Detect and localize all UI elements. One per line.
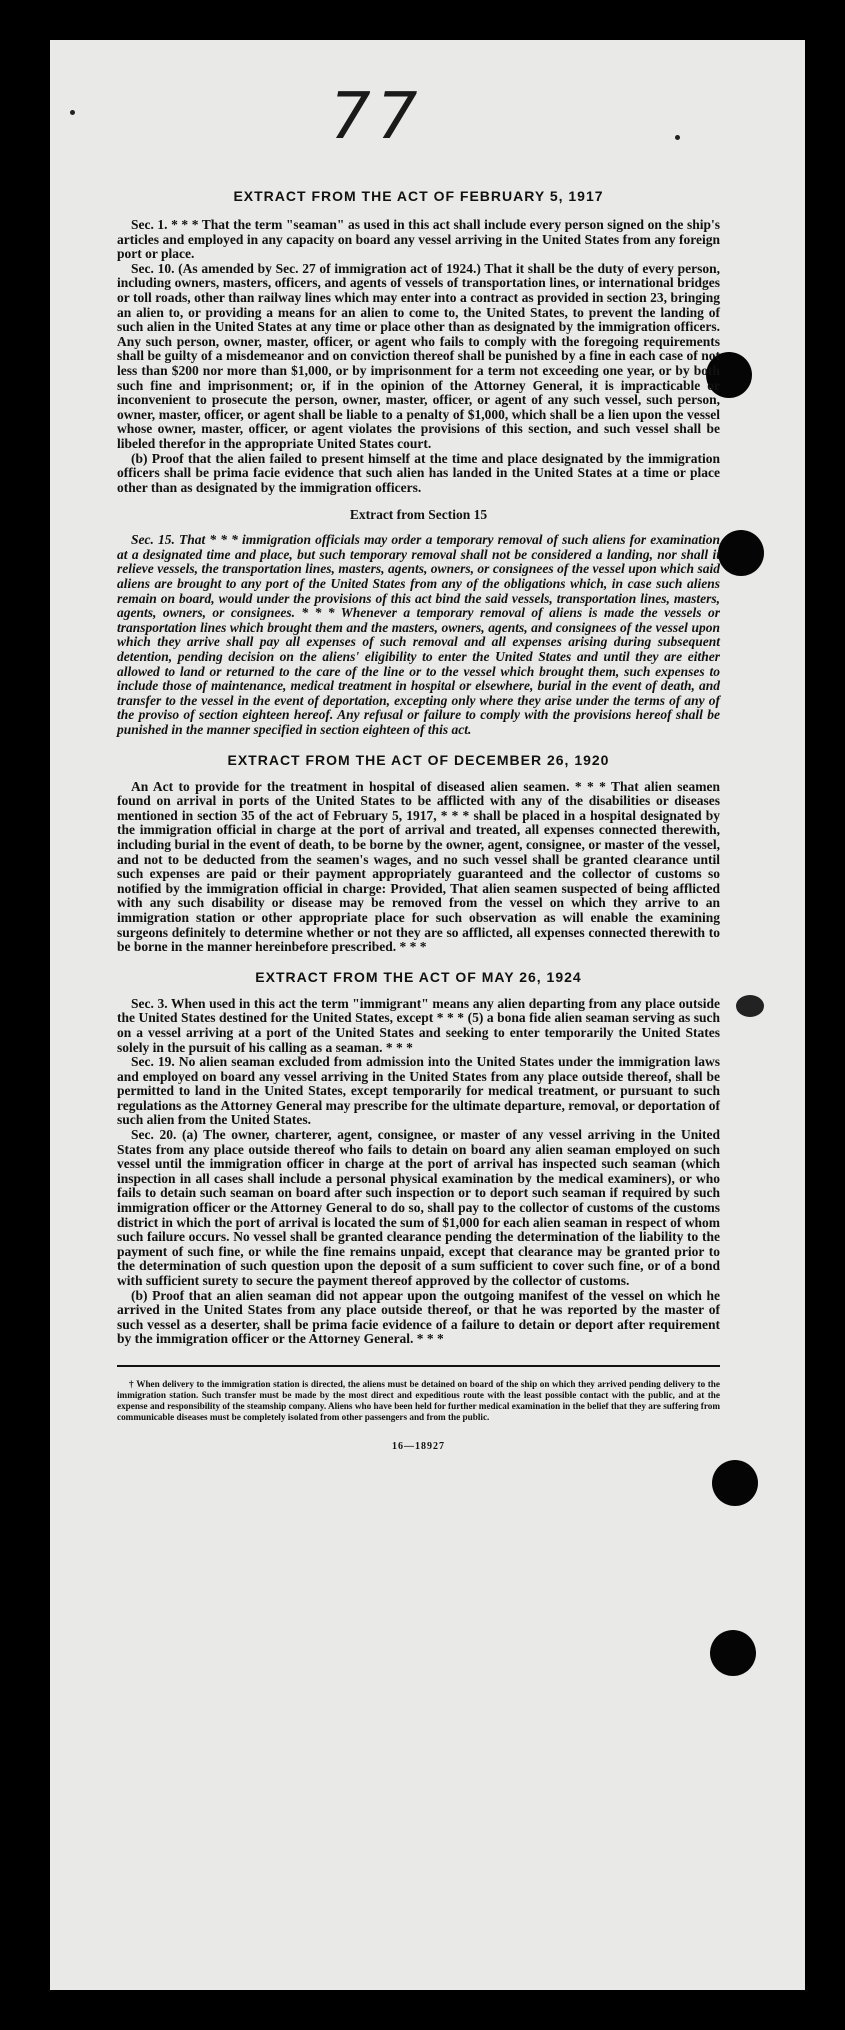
punch-hole: [718, 530, 764, 576]
paragraph-sec19: Sec. 19. No alien seaman excluded from admission into the United States under the immigration laws and employed on board any vessel arriving in the United States from any place outside thereof, shall be permitted to land in the United States, except temporarily for medical treatment, or pursuant to such regulations as the Attorney General may prescribe for the ultimate departure, removal, or deportation of such alien from the United States.: [117, 1054, 720, 1128]
paragraph-act-1920: An Act to provide for the treatment in hospital of diseased alien seamen. * * * That alien seamen found on arrival in ports of the United States to be afflicted with any of the disabilities or diseases mentioned in section 35 of the act of February 5, 1917, * * * shall be placed in a hospital designated by the immigration official in charge at the port of arrival and treated, all expenses connected therewith, including burial in the event of death, to be borne by the owner, agent, consignee, or master of the vessel, and not to be deducted from the seamen's wages, and no such vessel shall be granted clearance until such expenses are paid or their payment appropriately guaranteed and the collector of customs so notified by the immigration official in charge: Provided, That alien seamen suspected of being afflicted with any such disability or disease may be removed from the vessel on which they arrive to an immigration station or other appropriate place for such observation as will enable the examining surgeons definitely to determine whether or not they are so afflicted, all expenses connected therewith to be borne in the manner hereinbefore prescribed. * * *: [117, 778, 720, 955]
document-body: [117, 188, 720, 1452]
heading-act-1920: EXTRACT FROM THE ACT OF DECEMBER 26, 1920: [227, 751, 610, 768]
ink-speck: [70, 110, 75, 115]
handwritten-number: 77: [330, 80, 424, 154]
heading-act-1917: EXTRACT FROM THE ACT OF FEBRUARY 5, 1917: [233, 188, 604, 204]
paragraph-sec3: Sec. 3. When used in this act the term "immigrant" means any alien departing from any place outside the United States destined for the United States, except * * * (5) a bona fide alien seaman serving as such on a vessel arriving at a port of the United States and seeking to enter temporarily the United States solely in the pursuit of his calling as a seaman. * * *: [117, 995, 720, 1055]
ink-blot: [736, 995, 764, 1017]
paragraph-sec20b: (b) Proof that an alien seaman did not appear upon the outgoing manifest of the vessel on which he arrived in the United States from any place outside thereof, or that he was reported by the master of such vessel as a deserter, shall be prima facie evidence of a failure to detain or deport after requirement by the immigration officer or the Attorney General. * * *: [117, 1287, 720, 1347]
footnote: † When delivery to the immigration station is directed, the aliens must be detained on board of the ship on which they arrived pending delivery to the immigration station. Such transfer must be made by the most direct and expeditious route with the least possible contact with the public, and at the expense and responsibility of the steamship company. Aliens who have been held for further medical examination in the belief that they are suffering from communicable diseases must be completely isolated from other passengers and from the public.: [117, 1378, 720, 1422]
paragraph-sec10: Sec. 10. (As amended by Sec. 27 of immigration act of 1924.) That it shall be the duty of every person, including owners, masters, officers, and agents of vessels of transportation lines, or international bridges or toll roads, other than railway lines which may enter into a contract as provided in section 23, bringing an alien to, or providing a means for an alien to come to, the United States, to prevent the landing of such alien in the United States at any time or place other than as designated by the immigration officers. Any such person, owner, master, officer, or agent who fails to comply with the foregoing requirements shall be guilty of a misdemeanor and on conviction thereof shall be punished by a fine in each case of not less than $200 nor more than $1,000, or by imprisonment for a term not exceeding one year, or by both such fine and imprisonment; or, if in the opinion of the Attorney General, it is impracticable or inconvenient to prosecute the person, owner, master, officer, or agent of any such vessel, such person, owner, master, officer, or agent shall be liable to a penalty of $1,000, which shall be a lien upon the vessel whose owner, master, officer, or agent violates the provisions of this section, and such vessel shall be libeled therefor in the appropriate United States court.: [117, 260, 720, 451]
heading-section-15: Extract from Section 15: [349, 507, 488, 523]
ink-speck: [675, 135, 680, 140]
print-code: 16—18927: [392, 1440, 445, 1452]
heading-act-1924: EXTRACT FROM THE ACT OF MAY 26, 1924: [255, 968, 582, 985]
paragraph-sec1: Sec. 1. * * * That the term "seaman" as used in this act shall include every person signed on the ship's articles and employed in any capacity on board any vessel arriving in the United States from any foreign port or place.: [117, 217, 720, 262]
paragraph-sec10b: (b) Proof that the alien failed to present himself at the time and place designated by the immigration officers shall be prima facie evidence that such alien has landed in the United States at a time or place other than as designated by the immigration officers.: [117, 450, 720, 495]
paragraph-sec20a: Sec. 20. (a) The owner, charterer, agent, consignee, or master of any vessel arriving in the United States from any place outside thereof who fails to detain on board any alien seaman employed on such vessel until the immigration officer in charge at the port of arrival has inspected such seaman (which inspection in all cases shall include a personal physical examination by the medical examiners), or who fails to detain such seaman on board after such inspection or to deport such seaman if required by such immigration officer or the Attorney General to do so, shall pay to the collector of customs of the customs district in which the port of arrival is located the sum of $1,000 for each alien seaman in respect of whom such failure occurs. No vessel shall be granted clearance pending the determination of the liability to the payment of such fine, or while the fine remains unpaid, except that clearance may be granted prior to the determination of such question upon the deposit of a sum sufficient to cover such fine, or of a bond with sufficient surety to secure the payment thereof approved by the collector of customs.: [117, 1127, 720, 1288]
punch-hole: [710, 1630, 756, 1676]
divider: [117, 1365, 720, 1367]
punch-hole: [712, 1460, 758, 1506]
paragraph-sec15: Sec. 15. That * * * immigration officials may order a temporary removal of such aliens for examination at a designated time and place, but such temporary removal shall not be considered a landing, nor shall it relieve vessels, the transportation lines, masters, agents, owners, or consignees of the vessel upon which said aliens are brought to any port of the United States from any of the obligations which, in case such aliens remain on board, would under the provisions of this act bind the said vessels, transportation lines, masters, agents, owners, or consignees. * * * Whenever a temporary removal of aliens is made the vessels or transportation lines which brought them and the masters, owners, agents, and consignees of the vessel upon which they arrive shall pay all expenses of such removal and all expenses arising during subsequent detention, pending decision on the aliens' eligibility to enter the United States and until they are either allowed to land or returned to the care of the line or to the vessel which brought them, such expenses to include those of maintenance, medical treatment in hospital or elsewhere, burial in the event of death, and transfer to the vessel in the event of deportation, excepting only where they arise under the terms of any of the proviso of section eighteen hereof. Any refusal or failure to comply with the provisions hereof shall be punished in the manner specified in section eighteen of this act.: [117, 532, 720, 737]
document-page: [50, 40, 805, 1990]
